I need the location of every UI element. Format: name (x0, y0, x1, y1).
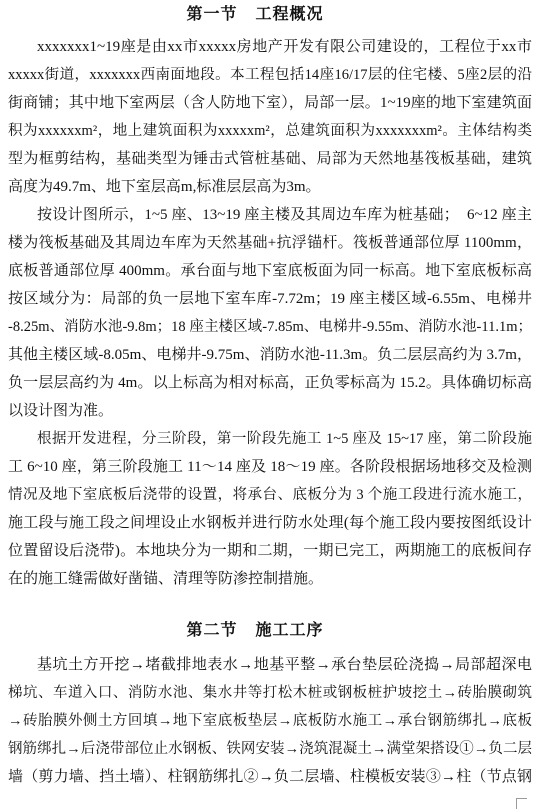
paragraph-line: 钢筋绑扎→后浇带部位止水钢板、铁网安装→浇筑混凝土→满堂架搭设①→负二层 (8, 741, 532, 757)
paragraph-line: 梯坑、车道入口、消防水池、集水井等打松木桩或钢板桩护坡挖土→砖胎膜砌筑 (8, 685, 532, 701)
section-construction-sequence (8, 617, 532, 791)
paragraph-line: 负一层层高约为 4m。以上标高为相对标高，正负零标高为 15.2。具体确切标高 (8, 375, 532, 391)
paragraph-line: 楼为筏板基础及其周边车库为天然基础+抗浮锚杆。筏板普通部位厚 1100mm， (8, 235, 532, 251)
paragraph-line: 按区域分为：局部的负一层地下室车库-7.72m；19 座主楼区域-6.55m、电梯井 (8, 291, 532, 307)
paragraph-line: 其他主楼区域-8.05m、电梯井-9.75m、消防水池-11.3m。负二层层高约为 3.7m， (8, 347, 532, 363)
paragraph (8, 33, 532, 201)
paragraph-line: 街商铺；其中地下室两层（含人防地下室），局部一层。1~19座的地下室建筑面 (8, 95, 532, 111)
section-heading-text: 施工工序 (255, 622, 324, 639)
section-title (8, 1, 532, 29)
paragraph-line: 以设计图为准。 (8, 403, 114, 419)
text-boundary-corner-mark (516, 798, 527, 809)
paragraph-line: xxxxx街道，xxxxxxx西南面地段。本工程包括14座16/17层的住宅楼、5座2层的沿 (8, 67, 532, 83)
paragraph-line: 积为xxxxxxm²，地上建筑面积为xxxxxm²，总建筑面积为xxxxxxxm²。主体结构类 (8, 123, 532, 139)
paragraph-line: 施工段与施工段之间埋设止水钢板并进行防水处理(每个施工段内要按图纸设计 (8, 515, 532, 531)
paragraph-line: →砖胎膜外侧土方回填→地下室底板垫层→底板防水施工→承台钢筋绑扎→底板 (8, 713, 532, 729)
paragraph-line: 墙（剪力墙、挡土墙）、柱钢筋绑扎②→负二层墙、柱模板安装③→柱（节点钢 (8, 769, 532, 785)
section-title (8, 617, 532, 645)
paragraph (8, 651, 532, 791)
paragraph-line: 型为框剪结构，基础类型为锤击式管桩基础、局部为天然地基筏板基础，建筑 (8, 151, 532, 167)
paragraph-line: -8.25m、消防水池-9.8m；18 座主楼区域-7.85m、电梯井-9.55m、消防水池-11.1m； (8, 319, 532, 335)
paragraph-line: 高度为49.7m、地下室层高m,标准层层高为3m。 (8, 179, 321, 195)
section-heading-text: 工程概况 (255, 6, 324, 23)
paragraph-line: 情况及地下室底板后浇带的设置，将承台、底板分为 3 个施工段进行流水施工， (8, 487, 532, 503)
paragraph-line: xxxxxxx1~19座是由xx市xxxxx房地产开发有限公司建设的，工程位于xx市 (37, 39, 532, 55)
section-number: 第二节 (186, 622, 238, 639)
section-number: 第一节 (186, 6, 238, 23)
paragraph-line: 根据开发进程，分三阶段，第一阶段先施工 1~5 座及 15~17 座，第二阶段施 (37, 431, 532, 447)
document-body[interactable] (8, 1, 532, 791)
paragraph-line: 底板普通部位厚 400mm。承台面与地下室底板面为同一标高。地下室底板标高 (8, 263, 532, 279)
paragraph-line: 按设计图所示，1~5 座、13~19 座主楼及其周边车库为桩基础； 6~12 座主 (37, 207, 532, 223)
paragraph-line: 位置留设后浇带)。本地块分为一期和二期，一期已完工，两期施工的底板间存 (8, 543, 532, 559)
paragraph (8, 201, 532, 425)
paragraph (8, 425, 532, 593)
section-project-overview (8, 1, 532, 593)
paragraph-line: 基坑土方开挖→堵截排地表水→地基平整→承台垫层砼浇捣→局部超深电 (37, 657, 532, 673)
paragraph-line: 在的施工缝需做好凿锚、清理等防渗控制措施。 (8, 571, 324, 587)
paragraph-line: 工 6~10 座，第三阶段施工 11～14 座及 18～19 座。各阶段根据场地移交及检测 (8, 459, 532, 475)
